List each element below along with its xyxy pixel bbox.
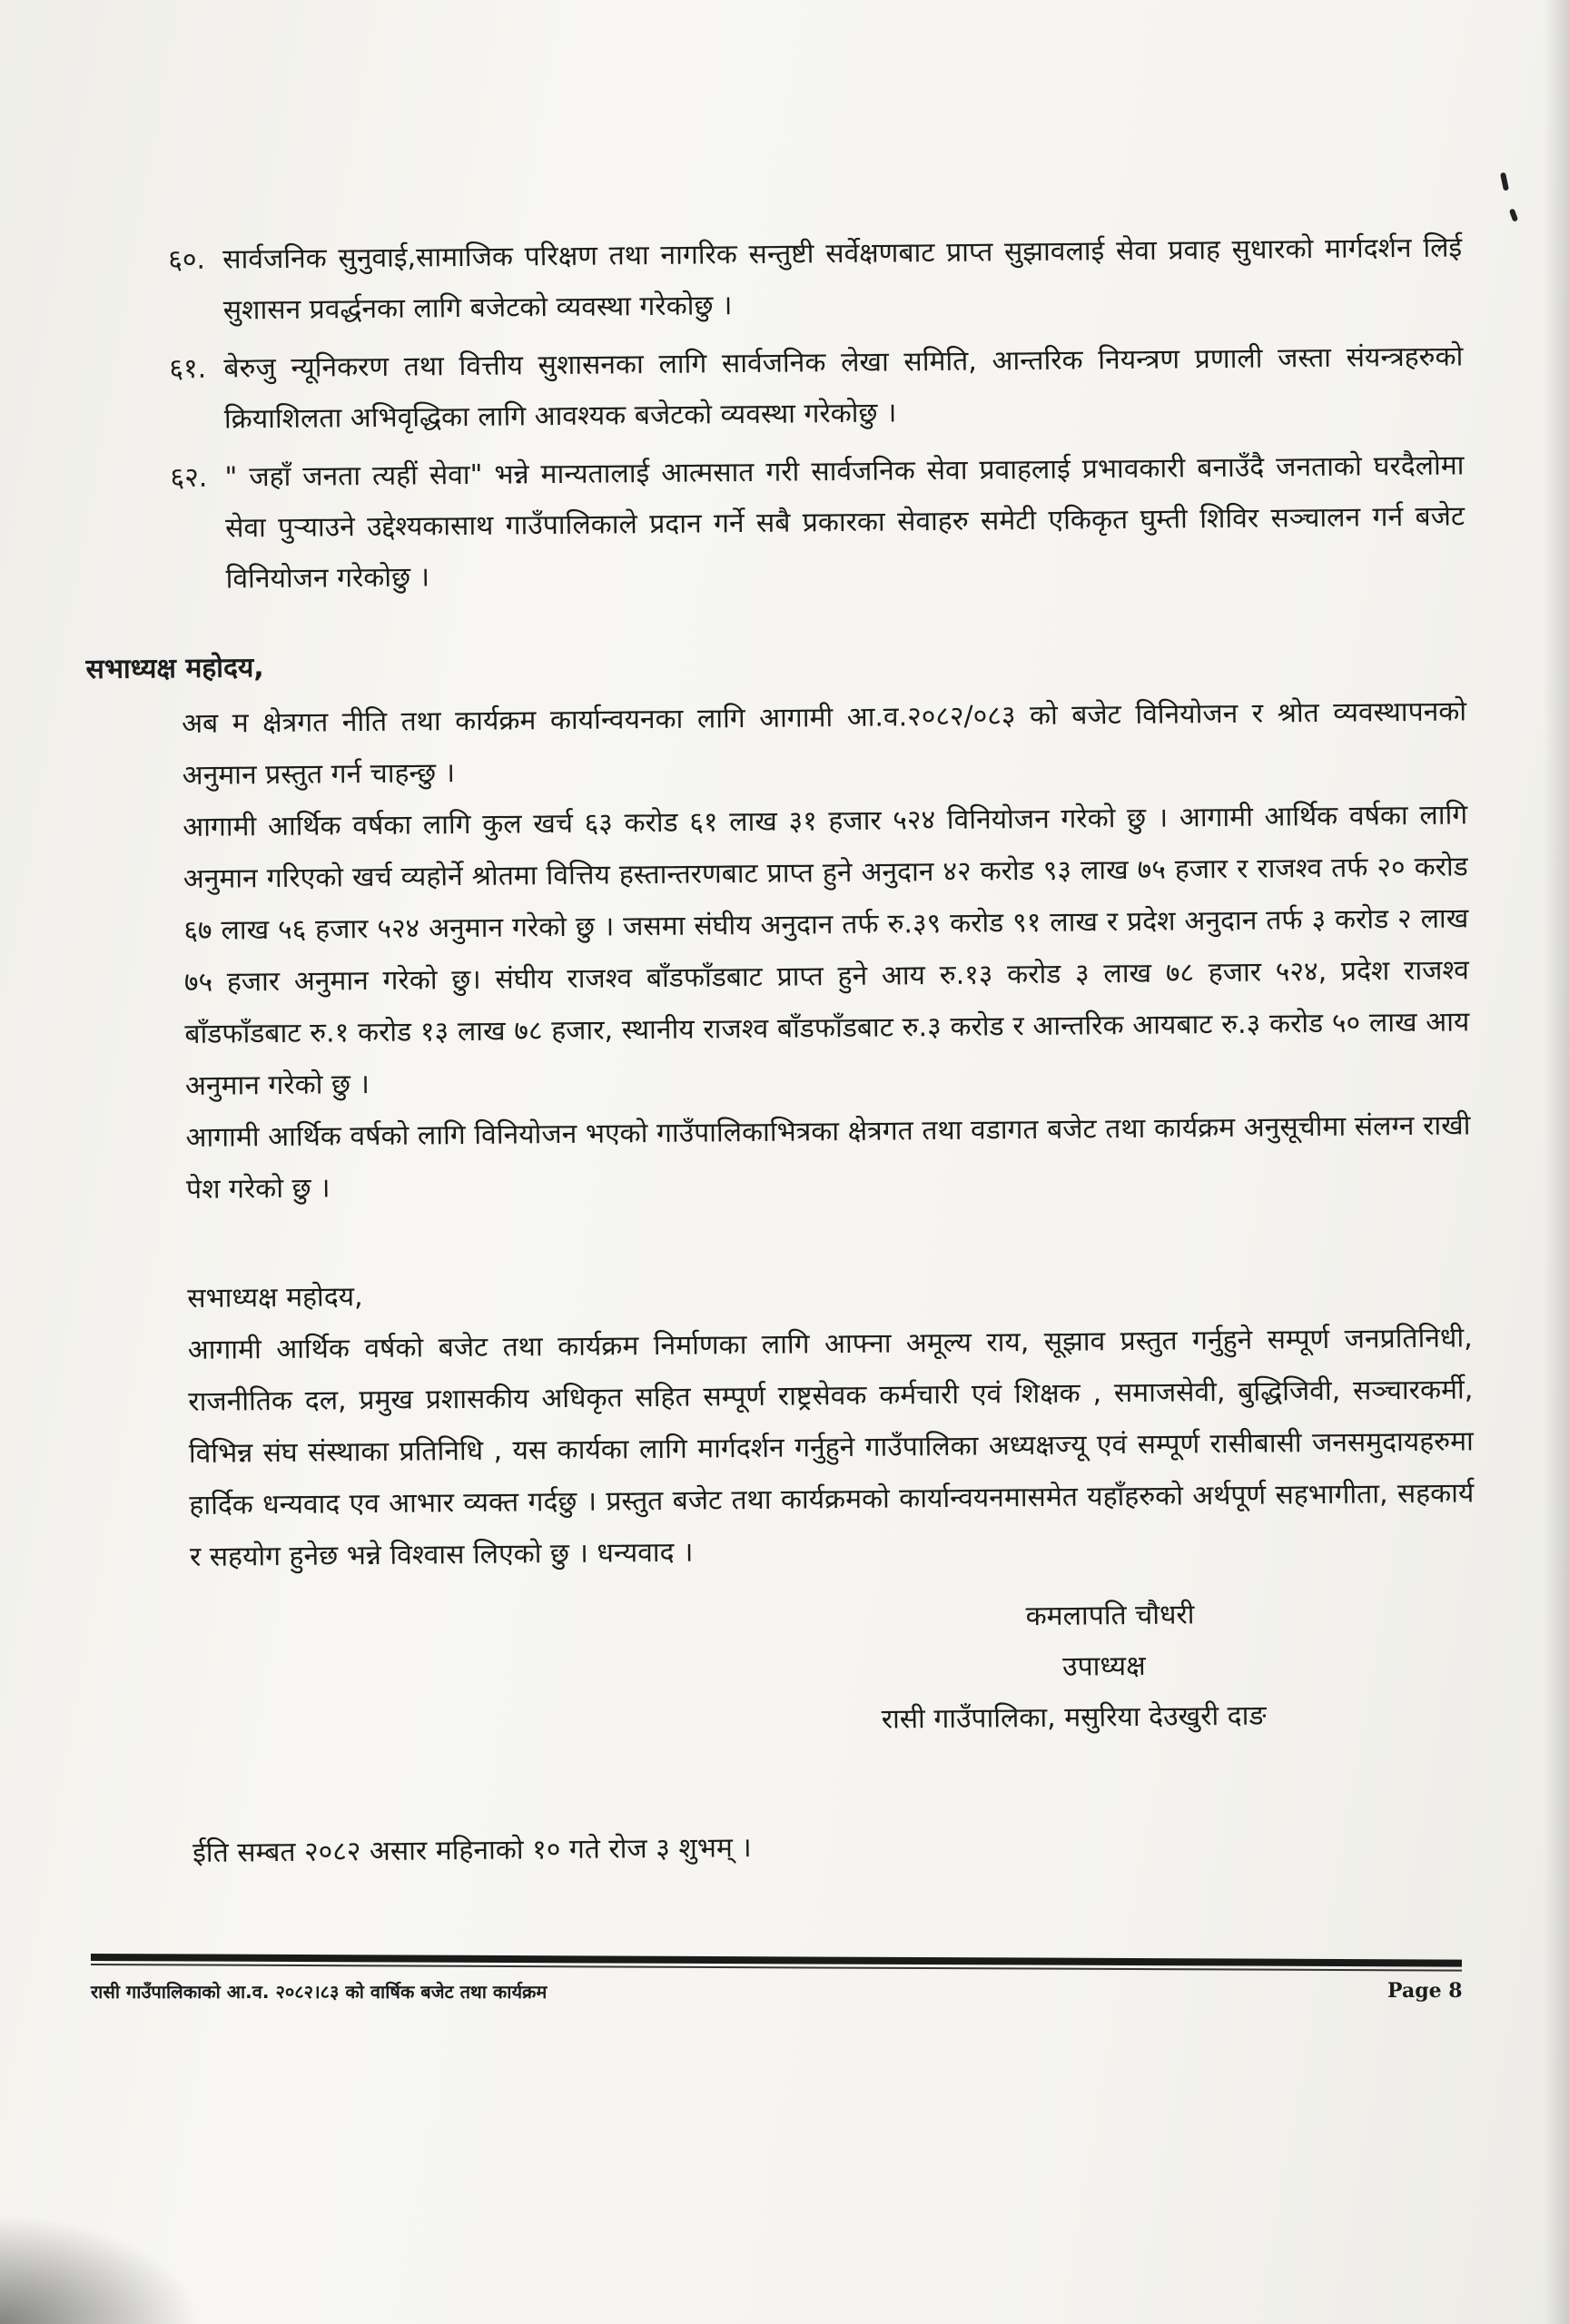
- document-body: [82, 222, 1477, 1880]
- list-item: [83, 331, 1464, 447]
- list-item: [84, 440, 1465, 606]
- signature-block: [94, 1587, 1476, 1764]
- section-heading: सभाध्यक्ष महोदय,: [85, 652, 264, 685]
- page-number: Page 8: [1387, 1979, 1463, 2003]
- page-edge-shadow: [1544, 0, 1569, 2324]
- corner-shadow: [0, 2215, 200, 2324]
- item-number: ६२.: [170, 461, 208, 495]
- list-item: [82, 222, 1463, 338]
- signatory-name: कमलापति चौधरी: [1025, 1599, 1195, 1633]
- signatory-title: उपाध्यक्ष: [1062, 1649, 1146, 1683]
- closing-line: ईति सम्बत २०८२ असार महिनाको १० गते रोज ३ शुभम् ।: [192, 1832, 752, 1869]
- item-text: बेरुजु न्यूनिकरण तथा वित्तीय सुशासनका लागि सार्वजनिक लेखा समिति, आन्तरिक नियन्त्रण प्रणाली जस्ता संयन्त्रहरुको क्रियाशिलता अभिवृद्धिका लागि आवश्यक बजेटको व्यवस्था गरेकोछु ।: [223, 340, 1464, 436]
- item-number: ६१.: [169, 352, 207, 386]
- paragraph: आगामी आर्थिक वर्षको बजेट तथा कार्यक्रम निर्माणका लागि आफ्ना अमूल्य राय, सूझाव प्रस्तुत गर्नुहुने सम्पूर्ण जनप्रतिनिधी, राजनीतिक दल, प्रमुख प्रशासकीय अधिकृत सहित सम्पूर्ण राष्ट्रसेवक कर्मचारी एवं शिक्षक , समाजसेवी, बुद्धिजिवी, सञ्चारकर्मी, विभिन्न संघ संस्थाका प्रतिनिधि , यस कार्यका लागि मार्गदर्शन गर्नुहुने गाउँपालिका अध्यक्षज्यू एवं सम्पूर्ण रासीबासी जनसमुदायहरुमा हार्दिक धन्यवाद एव आभार व्यक्त गर्दछु । प्रस्तुत बजेट तथा कार्यक्रमको कार्यान्वयनमासमेत यहाँहरुको अर्थपूर्ण सहभागीता, सहकार्य र सहयोग हुनेछ भन्ने विश्वास लिएको छु । धन्यवाद ।: [187, 1322, 1475, 1573]
- paragraph: आगामी आर्थिक वर्षको लागि विनियोजन भएको गाउँपालिकाभित्रका क्षेत्रगत तथा वडागत बजेट तथा कार्यक्रम अनुसूचीमा संलग्न राखी पेश गरेको छु ।: [185, 1109, 1471, 1206]
- section-heading: सभाध्यक्ष महोदय,: [187, 1281, 363, 1315]
- item-text: " जहाँ जनता त्यहीं सेवा" भन्ने मान्यतालाई आत्मसात गरी सार्वजनिक सेवा प्रवाहलाई प्रभावकारी बनाउँदै जनताको घरदैलोमा सेवा पुऱ्याउने उद्देश्यकासाथ गाउँपालिकाले प्रदान गर्ने सबै प्रकारका सेवाहरु समेटी एकिकृत घुम्ती शिविर सञ्चालन गर्न बजेट विनियोजन गरेकोछु ।: [224, 449, 1465, 596]
- paragraph: आगामी आर्थिक वर्षका लागि कुल खर्च ६३ करोड ६१ लाख ३१ हजार ५२४ विनियोजन गरेको छु । आगामी आर्थिक वर्षका लागि अनुमान गरिएको खर्च व्यहोर्ने श्रोतमा वित्तिय हस्तान्तरणबाट प्राप्त हुने अनुदान ४२ करोड ९३ लाख ७५ हजार र राजश्व तर्फ २० करोड ६७ लाख ५६ हजार ५२४ अनुमान गरेको छु । जसमा संघीय अनुदान तर्फ रु.३९ करोड ९१ लाख र प्रदेश अनुदान तर्फ ३ करोड २ लाख ७५ हजार अनुमान गरेको छु। संघीय राजश्व बाँडफाँडबाट प्राप्त हुने आय रु.१३ करोड ३ लाख ७८ हजार ५२४, प्रदेश राजश्व बाँडफाँडबाट रु.१ करोड १३ लाख ७८ हजार, स्थानीय राजश्व बाँडफाँडबाट रु.३ करोड र आन्तरिक आयबाट रु.३ करोड ५० लाख आय अनुमान गरेको छु ।: [183, 799, 1470, 1102]
- signatory-organization: रासी गाउँपालिका, मसुरिया देउखुरी दाङ: [881, 1699, 1267, 1736]
- paragraph: अब म क्षेत्रगत नीति तथा कार्यक्रम कार्यान्वयनका लागि आगामी आ.व.२०८२/०८३ को बजेट विनियोजन र श्रोत व्यवस्थापनको अनुमान प्रस्तुत गर्न चाहन्छु ।: [181, 695, 1467, 792]
- footer-document-title: रासी गाउँपालिकाको आ.व. २०८२।८३ को वार्षिक बजेट तथा कार्यक्रम: [91, 1981, 548, 2003]
- item-number: ६०.: [168, 243, 206, 277]
- item-text: सार्वजनिक सुनुवाई,सामाजिक परिक्षण तथा नागरिक सन्तुष्टी सर्वेक्षणबाट प्राप्त सुझावलाई सेवा प्रवाह सुधारको मार्गदर्शन लिई सुशासन प्रवर्द्धनका लागि बजेटको व्यवस्था गरेकोछु ।: [222, 231, 1463, 327]
